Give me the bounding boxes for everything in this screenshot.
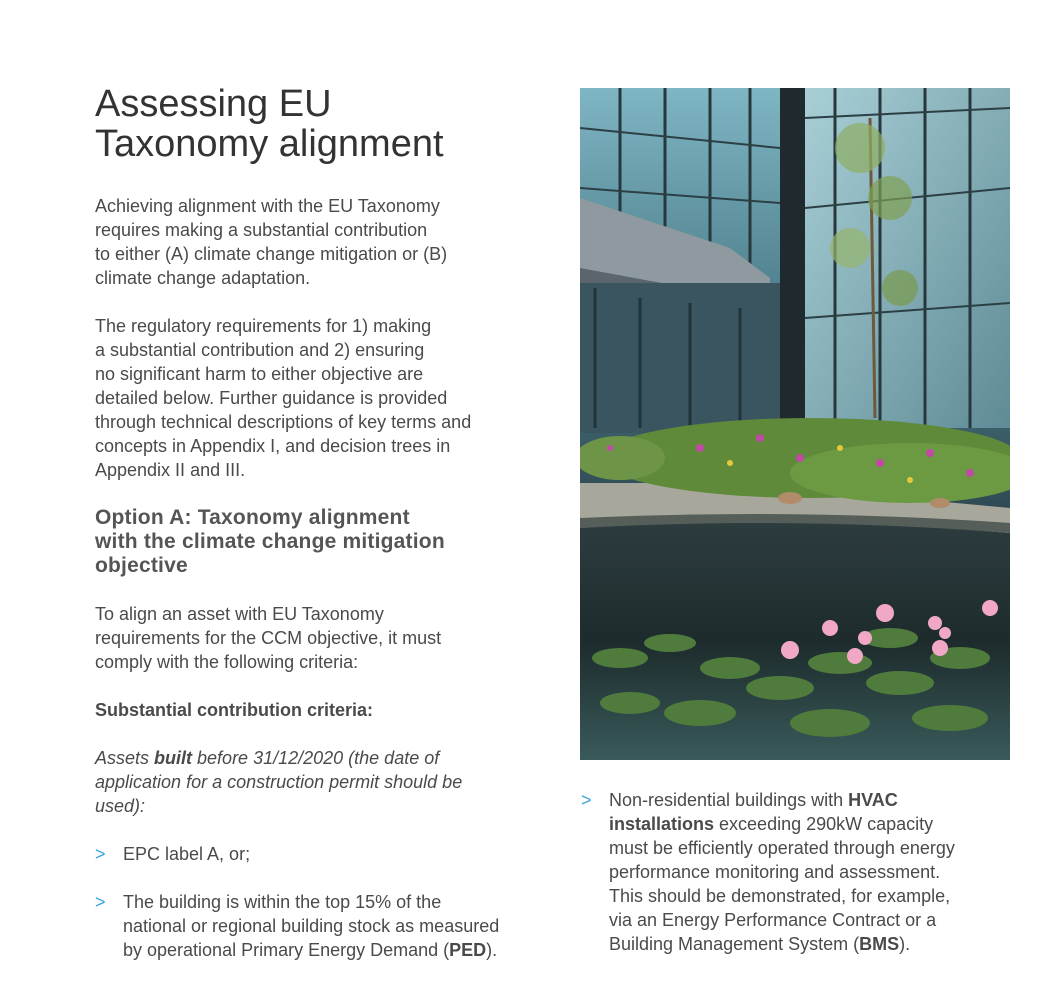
bullet-hvac (581, 788, 1029, 956)
bullet-epc-text: EPC label A, or; (123, 844, 251, 864)
bullet-hvac-line-7-post: ). (899, 934, 911, 954)
assets-line-3: used): (95, 796, 146, 816)
regulatory-line-6: concepts in Appendix I, and decision trees in (95, 436, 451, 456)
assets-line-2: application for a construction permit should be (95, 772, 463, 792)
bullet-top15-line-2: national or regional building stock as measured (123, 916, 500, 936)
criteria-heading: Substantial contribution criteria: (95, 700, 374, 720)
regulatory-paragraph (95, 314, 535, 482)
bms-term: BMS (859, 934, 900, 954)
regulatory-line-1: The regulatory requirements for 1) making (95, 316, 432, 336)
building-photo (580, 88, 1010, 760)
regulatory-line-2: a substantial contribution and 2) ensuring (95, 340, 425, 360)
assets-post: before 31/12/2020 (the date of (192, 748, 440, 768)
assets-pre: Assets (95, 748, 155, 768)
bullet-hvac-line-2-post: exceeding 290kW capacity (714, 814, 934, 834)
regulatory-line-4: detailed below. Further guidance is provided (95, 388, 448, 408)
ped-term: PED (449, 940, 487, 960)
bullet-hvac-line-5: This should be demonstrated, for example, (609, 886, 951, 906)
hvac-term: HVAC (848, 790, 898, 810)
bullet-hvac-line-1-pre: Non-residential buildings with (609, 790, 849, 810)
title-line-2: Taxonomy alignment (95, 123, 444, 165)
option-a-line-2: with the climate change mitigation (95, 530, 445, 553)
bullet-epc (95, 842, 535, 866)
option-a-line-3: objective (95, 554, 188, 577)
regulatory-line-5: through technical descriptions of key terms and (95, 412, 472, 432)
regulatory-line-3: no significant harm to either objective are (95, 364, 424, 384)
left-column (95, 84, 535, 962)
bullet-top15 (95, 890, 535, 962)
bullet-hvac-line-3: must be efficiently operated through energy (609, 838, 955, 858)
intro-line-1: Achieving alignment with the EU Taxonomy (95, 196, 440, 216)
page-title (95, 84, 535, 164)
align-paragraph (95, 602, 535, 674)
intro-paragraph (95, 194, 535, 290)
align-line-1: To align an asset with EU Taxonomy (95, 604, 384, 624)
intro-line-4: climate change adaptation. (95, 268, 311, 288)
installations-term: installations (609, 814, 715, 834)
align-line-3: comply with the following criteria: (95, 652, 359, 672)
bullet-arrow-icon: > (95, 892, 106, 912)
regulatory-line-7: Appendix II and III. (95, 460, 246, 480)
option-a-line-1: Option A: Taxonomy alignment (95, 506, 410, 529)
bullet-top15-line-1: The building is within the top 15% of the (123, 892, 442, 912)
intro-line-2: requires making a substantial contribution (95, 220, 428, 240)
assets-built: built (154, 748, 193, 768)
option-a-heading (95, 506, 535, 578)
bullet-top15-line-3-post: ). (486, 940, 498, 960)
align-line-2: requirements for the CCM objective, it must (95, 628, 442, 648)
assets-paragraph (95, 746, 535, 818)
title-line-1: Assessing EU (95, 83, 332, 125)
bullet-hvac-line-7-pre: Building Management System ( (609, 934, 860, 954)
bullet-arrow-icon: > (581, 790, 592, 810)
bullet-hvac-line-6: via an Energy Performance Contract or a (609, 910, 937, 930)
bullet-top15-line-3-pre: by operational Primary Energy Demand ( (123, 940, 450, 960)
bullet-hvac-line-4: performance monitoring and assessment. (609, 862, 941, 882)
bullet-arrow-icon: > (95, 844, 106, 864)
intro-line-3: to either (A) climate change mitigation or (B) (95, 244, 448, 264)
